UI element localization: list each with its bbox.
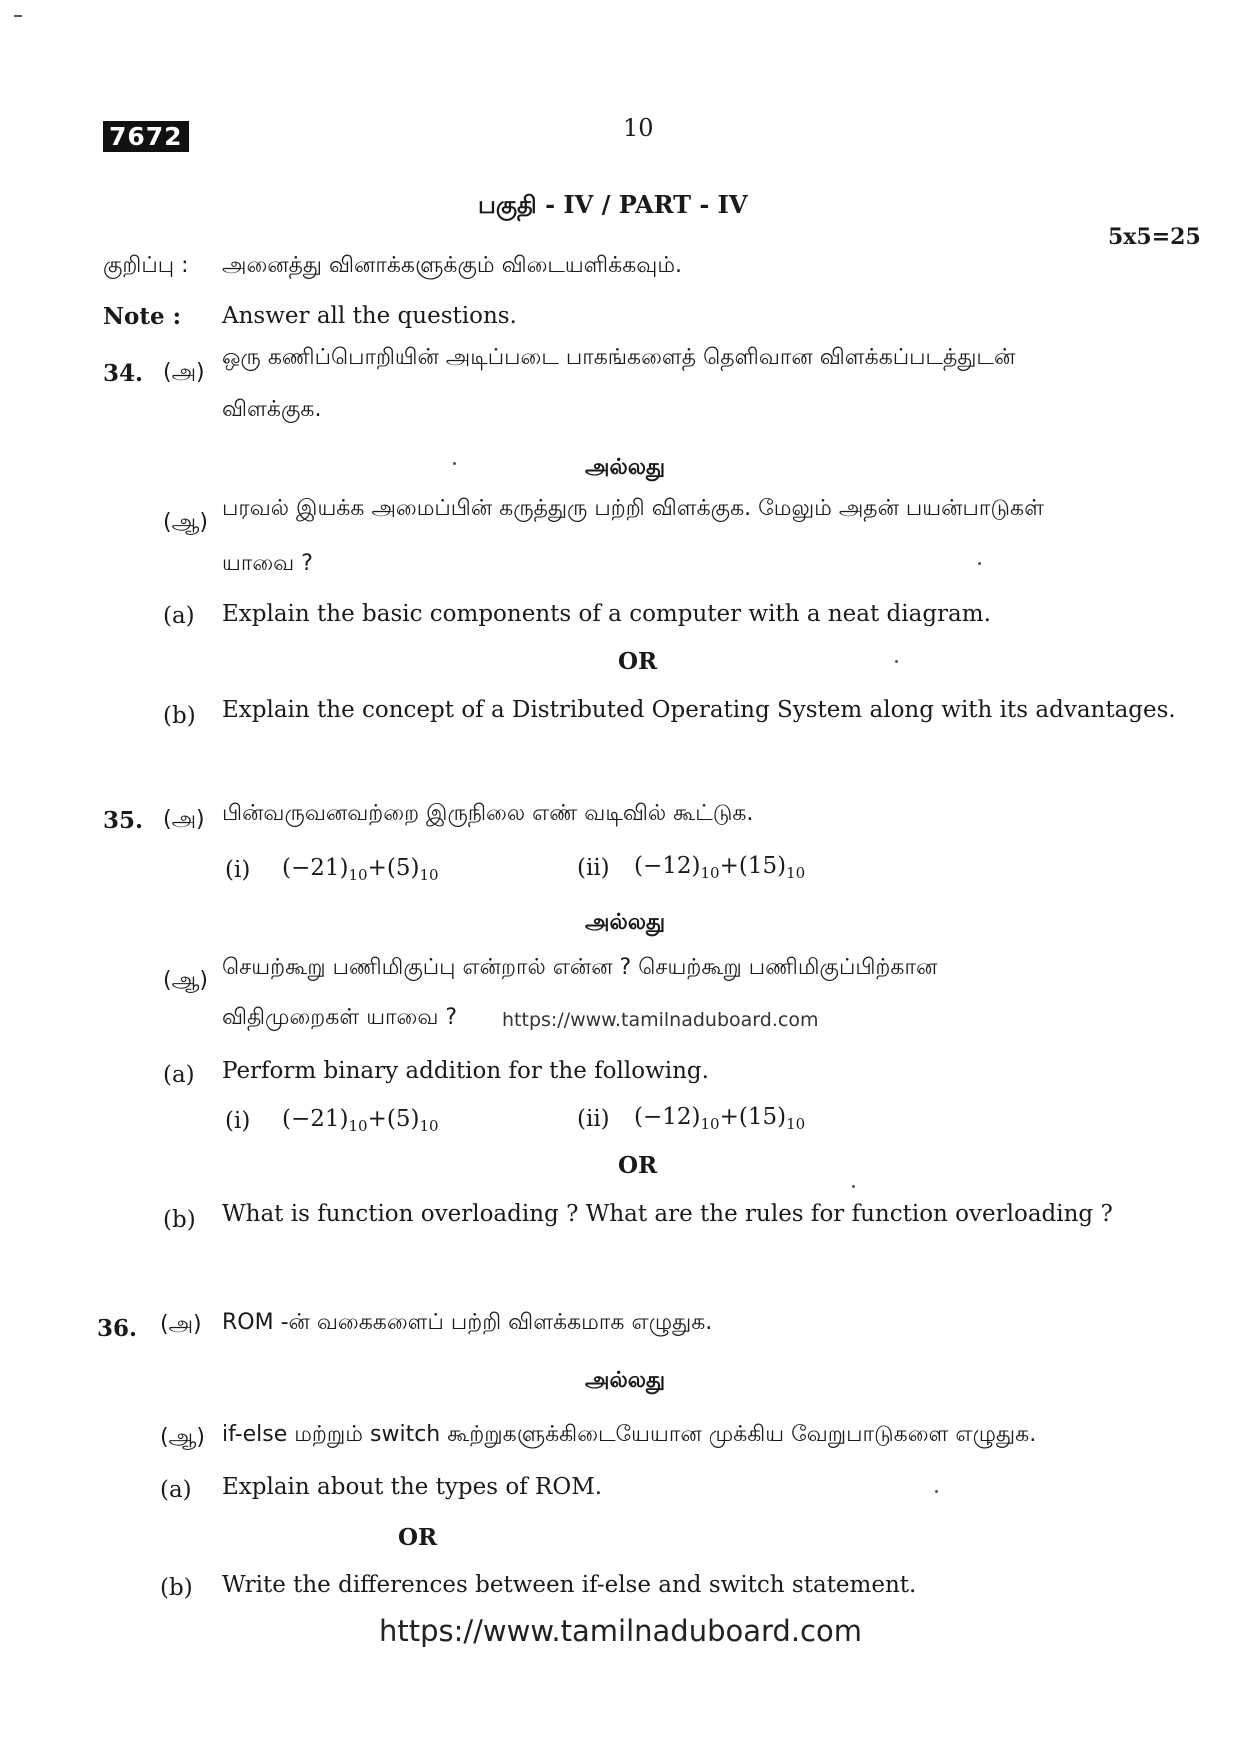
q35-en-b-marker: (b) xyxy=(163,1207,196,1233)
q34-en-a-marker: (a) xyxy=(163,603,195,629)
q35-ta-sub-ii-marker: (ii) xyxy=(577,855,610,881)
q35-or-english: OR xyxy=(618,1152,658,1179)
q34-or-english: OR xyxy=(618,648,658,675)
part-title: பகுதி - IV / PART - IV xyxy=(478,190,748,219)
question-35-number: 35. xyxy=(103,807,144,834)
q35-ta-a-line1: பின்வருவனவற்றை இருநிலை எண் வடிவில் கூட்டுக. xyxy=(222,801,754,826)
scan-speck xyxy=(978,562,981,565)
scan-mark xyxy=(14,15,22,17)
q35-en-b-text: What is function overloading ? What are the rules for function overloading ? xyxy=(222,1201,1113,1227)
q34-or-tamil: அல்லது xyxy=(585,455,666,480)
marks-scheme: 5x5=25 xyxy=(1108,224,1201,250)
q36-or-english: OR xyxy=(398,1524,438,1551)
scan-speck xyxy=(852,1185,855,1188)
q36-en-a-text: Explain about the types of ROM. xyxy=(222,1474,603,1500)
q35-en-sub-i-marker: (i) xyxy=(225,1108,251,1134)
scan-speck xyxy=(935,1490,938,1493)
q36-ta-b-line1: if-else மற்றும் switch கூற்றுகளுக்கிடையேயான முக்கிய வேறுபாடுகளை எழுதுக. xyxy=(222,1422,1037,1447)
question-34-number: 34. xyxy=(103,360,144,387)
note-label-tamil: குறிப்பு : xyxy=(103,253,189,278)
q34-en-b-marker: (b) xyxy=(163,703,196,729)
q35-ta-sub-i-marker: (i) xyxy=(225,857,251,883)
q35-ta-b-line2: விதிமுறைகள் யாவை ? xyxy=(222,1005,458,1030)
footer-url: https://www.tamilnaduboard.com xyxy=(378,1614,862,1648)
q34-ta-b-line1: பரவல் இயக்க அமைப்பின் கருத்துரு பற்றி விளக்குக. மேலும் அதன் பயன்பாடுகள் xyxy=(222,496,1044,521)
q36-or-tamil: அல்லது xyxy=(585,1368,666,1393)
q35-ta-expr-ii: $(-12)_{10}+(15)_{10}$ xyxy=(634,853,806,882)
inline-watermark-url: https://www.tamilnaduboard.com xyxy=(502,1009,819,1031)
q36-en-a-marker: (a) xyxy=(160,1477,192,1503)
q36-en-b-text: Write the differences between if-else and switch statement. xyxy=(222,1572,917,1598)
q35-en-expr-ii: $(-12)_{10}+(15)_{10}$ xyxy=(634,1104,806,1133)
q34-ta-b-marker: (ஆ) xyxy=(163,510,208,535)
note-text-tamil: அனைத்து வினாக்களுக்கும் விடையளிக்கவும். xyxy=(222,253,683,278)
q36-ta-a-line1: ROM -ன் வகைகளைப் பற்றி விளக்கமாக எழுதுக. xyxy=(222,1310,713,1335)
q36-en-b-marker: (b) xyxy=(160,1575,193,1601)
q35-ta-b-marker: (ஆ) xyxy=(163,968,208,993)
q34-ta-a-line2: விளக்குக. xyxy=(222,397,322,422)
paper-code-badge: 7672 xyxy=(103,121,189,152)
q35-ta-b-line1: செயற்கூறு பணிமிகுப்பு என்றால் என்ன ? செயற்கூறு பணிமிகுப்பிற்கான xyxy=(222,955,938,980)
q35-en-a-marker: (a) xyxy=(163,1062,195,1088)
q35-en-expr-i: $(-21)_{10}+(5)_{10}$ xyxy=(282,1106,439,1135)
q36-ta-a-marker: (அ) xyxy=(160,1312,202,1337)
q34-en-a-text: Explain the basic components of a computer with a neat diagram. xyxy=(222,601,991,627)
question-36-number: 36. xyxy=(97,1315,138,1342)
q35-ta-a-marker: (அ) xyxy=(163,807,205,832)
q35-en-a-text: Perform binary addition for the following. xyxy=(222,1058,709,1084)
q34-ta-b-line2: யாவை ? xyxy=(222,551,313,576)
q34-ta-a-line1: ஒரு கணிப்பொறியின் அடிப்படை பாகங்களைத் தெளிவான விளக்கப்படத்துடன் xyxy=(222,345,1016,370)
q34-ta-a-marker: (அ) xyxy=(163,360,205,385)
q35-or-tamil: அல்லது xyxy=(585,910,666,935)
note-text-english: Answer all the questions. xyxy=(222,303,517,329)
scan-speck xyxy=(895,660,898,663)
note-label-english: Note : xyxy=(103,303,182,330)
q36-ta-b-marker: (ஆ) xyxy=(160,1425,205,1450)
page-number: 10 xyxy=(623,114,654,142)
q35-ta-expr-i: $(-21)_{10}+(5)_{10}$ xyxy=(282,855,439,884)
scan-speck xyxy=(453,462,456,465)
q35-en-sub-ii-marker: (ii) xyxy=(577,1106,610,1132)
q34-en-b-text: Explain the concept of a Distributed Operating System along with its advantages. xyxy=(222,697,1176,723)
